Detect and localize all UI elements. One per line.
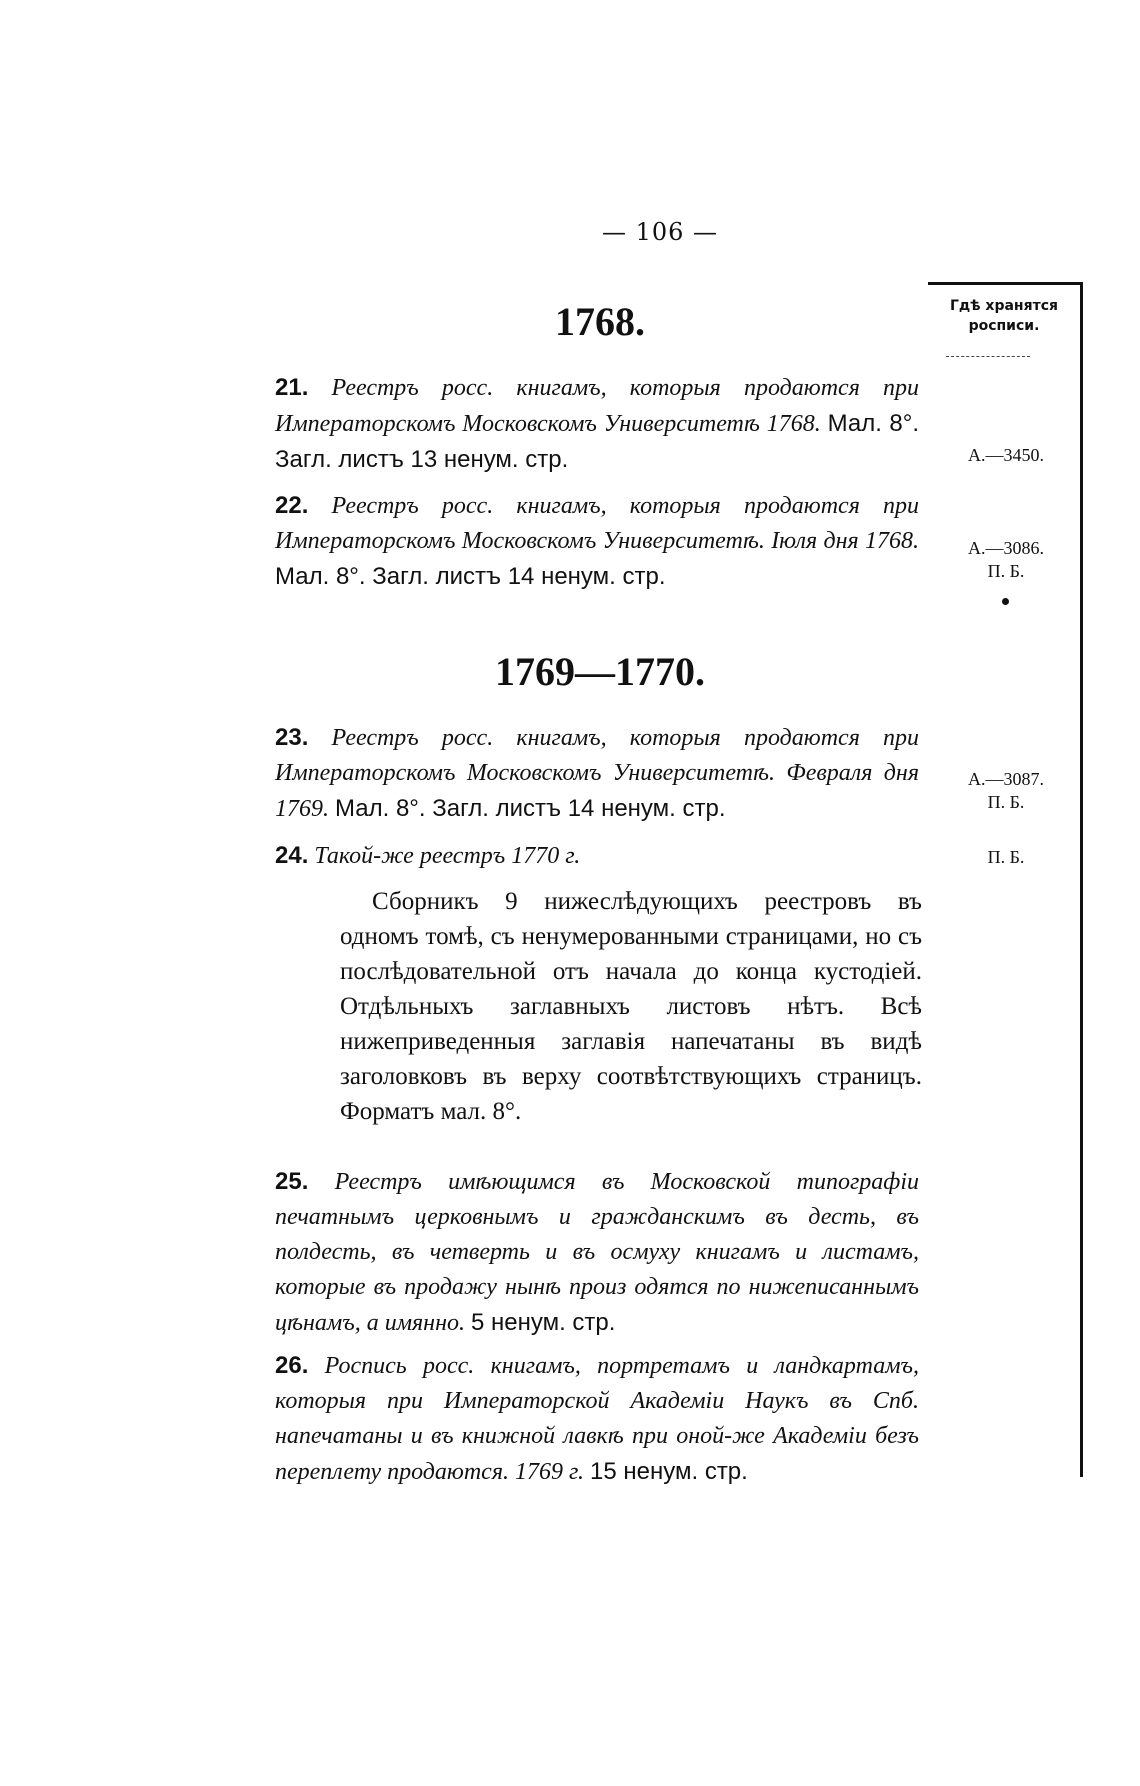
- entry-description: 5 ненум. стр.: [470, 1309, 616, 1336]
- entry-25: [275, 1164, 919, 1341]
- location-column-rule: [946, 356, 1030, 357]
- entry-21: [275, 370, 919, 478]
- entry-24: [275, 838, 919, 874]
- entry-26: [275, 1348, 919, 1490]
- entry-title: Реестръ росс. книгамъ, которыя продаются при Императорскомъ Московскомъ Университетѣ. Февраля дня 1769.: [275, 725, 919, 822]
- entry-22: [275, 488, 919, 595]
- location-code: П. Б.: [987, 561, 1025, 581]
- entry-description: Мал. 8°. Загл. листъ 14 ненум. стр.: [335, 795, 726, 822]
- location-code: А.—3450.: [968, 445, 1044, 465]
- entry-title: Роспись росс. книгамъ, портретамъ и ландкартамъ, которыя при Императорской Академіи Наукъ въ Спб. напечатаны и въ книжной лавкѣ при оной-же Академіи безъ переплету продаются. 1769 г.: [275, 1353, 920, 1485]
- entry-title: Реестръ имѣющимся въ Московской типографіи печатнымъ церковнымъ и гражданскимъ въ десть, въ полдесть, въ четверть и въ осмуху книгамъ и листамъ, которые въ продажу нынѣ произ одятся по нижеписаннымъ цѣнамъ, а имянно.: [275, 1169, 920, 1336]
- entry-number: 25.: [275, 1168, 309, 1195]
- location-column-header: Гдѣ хранятся росписи.: [950, 298, 1058, 334]
- entry-number: 21.: [275, 374, 309, 401]
- collection-note: Сборникъ 9 нижеслѣдующихъ реестровъ въ одномъ томѣ, съ ненумерованными страницами, но съ послѣдовательной отъ начала до конца кустодіей. Отдѣльныхъ заглавныхъ листовъ нѣтъ. Всѣ нижеприведенныя заглавія напечатаны въ видѣ заголовковъ въ верху соотвѣтствующихъ страницъ. Форматъ мал. 8°.: [340, 888, 922, 1125]
- entry-number: 24.: [275, 842, 309, 869]
- section-year-1769-1770: 1769—1770.: [495, 649, 705, 694]
- location-entry-21: [936, 444, 1076, 467]
- location-code: П. Б.: [987, 792, 1025, 812]
- entry-number: 23.: [275, 724, 309, 751]
- location-code: А.—3087.: [968, 769, 1044, 789]
- location-code: А.—3086.: [968, 538, 1044, 558]
- entry-description: 15 ненум. стр.: [590, 1458, 748, 1485]
- location-code: П. Б.: [987, 847, 1025, 867]
- entry-number: 22.: [275, 492, 309, 519]
- entry-title: Такой-же реестръ 1770 г.: [314, 843, 581, 869]
- entry-title: Реестръ росс. книгамъ, которыя продаются при Императорскомъ Московскомъ Университетѣ 1768.: [275, 375, 919, 437]
- bullet-mark: [1002, 598, 1009, 605]
- entry-description: Мал. 8°. Загл. листъ 13 ненум. стр.: [275, 410, 920, 473]
- page-number: — 106 —: [601, 218, 719, 246]
- location-entry-24: [936, 846, 1076, 869]
- entry-description: Мал. 8°. Загл. листъ 14 ненум. стр.: [275, 563, 666, 590]
- location-entry-23: [936, 768, 1076, 814]
- entry-title: Реестръ росс. книгамъ, которыя продаются при Императорскомъ Московскомъ Университетѣ. Іюля дня 1768.: [275, 493, 919, 554]
- entry-23: [275, 720, 919, 827]
- section-year-1768: 1768.: [555, 299, 645, 344]
- location-entry-22: [936, 537, 1076, 583]
- entry-number: 26.: [275, 1352, 309, 1379]
